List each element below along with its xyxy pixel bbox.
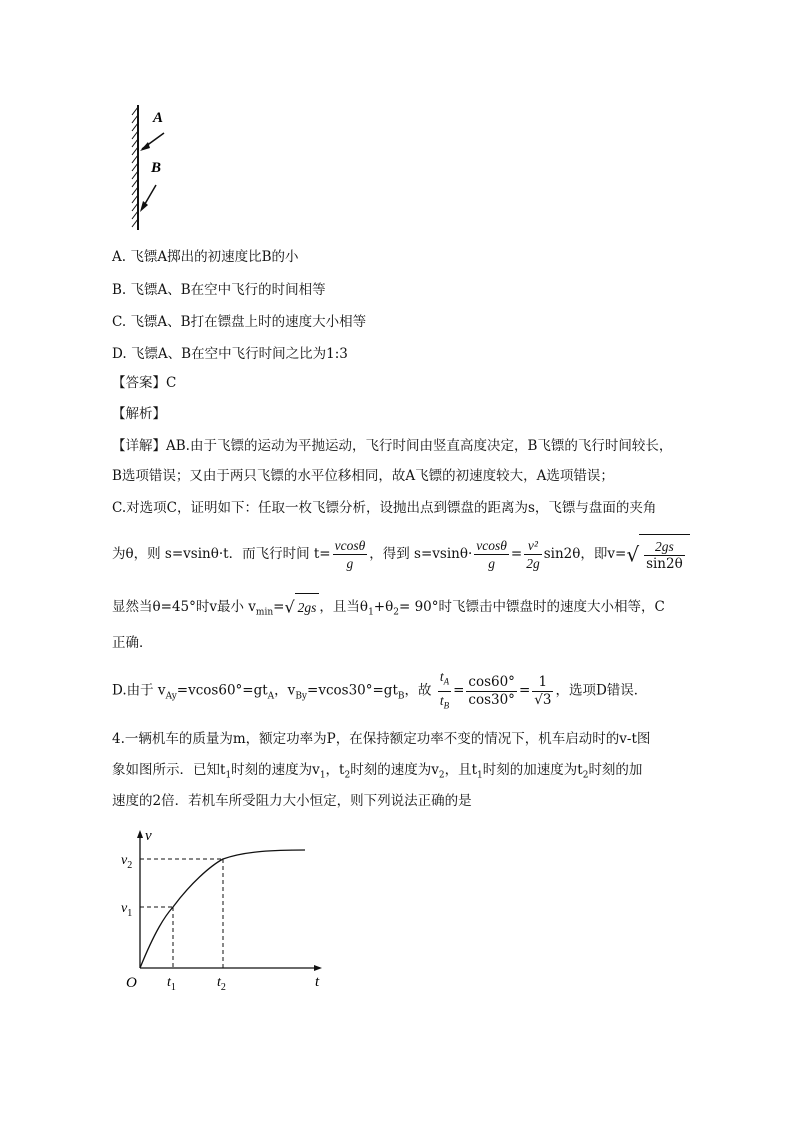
guide-lines (140, 859, 223, 968)
frac-ta-tb: $\frac{t_A}{t_B}$ (439, 669, 450, 711)
answer-line: 【答案】C (112, 375, 177, 391)
vt-graph (110, 826, 340, 996)
q4-line-2: 象如图所示．已知$t_1$时刻的速度为$v_1$，$t_2$时刻的速度为$v_2$，且$t_1$时刻的加速度为$t_2$时刻的加 (112, 762, 643, 781)
t1-label: $t_1$ (167, 975, 176, 993)
t2-label: $t_2$ (217, 975, 226, 993)
dart-b-arrow (140, 185, 156, 212)
detail-line-2: B选项错误；又由于两只飞镖的水平位移相同，故A飞镖的初速度较大，A选项错误； (112, 468, 614, 484)
sqrt-expr: √ $\frac{2gs}{\sin 2\theta}$ (626, 534, 689, 575)
q4-line-3: 速度的2倍．若机车所受阻力大小恒定，则下列说法正确的是 (112, 793, 472, 809)
analysis-label: 【解析】 (112, 406, 166, 422)
detail-line-3: C.对选项C，证明如下：任取一枚飞镖分析，设抛出点到镖盘的距离为s，飞镖与盘面的夹角 (112, 500, 657, 516)
frac-vcos-g: $\frac{vcos\theta}{g}$ (334, 538, 366, 571)
detail-line-7: D.由于 $v_{Ay}=vcos60^\circ=gt_A$，$v_{By}=vcos30^\circ=gt_B$，故 $\frac{t_A}{t_B}$ = $\frac{\cos 60^\circ}{\cos 30^\circ}$ = $\frac{1}{√3}$ ，选项D错误． (112, 668, 647, 716)
option-a: A. 飞镖A掷出的初速度比B的小 (112, 249, 299, 265)
frac-v2-2g: $\frac{\text{v²}}{2g}$ (526, 538, 540, 571)
frac-cos: $\frac{\cos 60^\circ}{\cos 30^\circ}$ (468, 673, 515, 708)
label-a: A (153, 110, 164, 126)
frac-vcos-g-2: $\frac{vcos\theta}{g}$ (476, 538, 507, 571)
detail-line-1: 【详解】AB.由于飞镖的运动为平抛运动，飞行时间由竖直高度决定，B飞镖的飞行时间较长， (112, 438, 673, 454)
option-d: D. 飞镖A、B在空中飞行时间之比为1:3 (112, 346, 348, 362)
v2-label: $v_2$ (121, 853, 133, 871)
option-b: B. 飞镖A、B在空中飞行的时间相等 (112, 282, 326, 298)
detail-line-6: 正确． (112, 635, 153, 651)
detail-line-5: 显然当θ=45°时v最小 $v_{min}=√$ 2gs ，且当$\theta_1+\theta_2= 90^\circ$时飞镖击中镖盘时的速度大小相等，C (112, 593, 665, 627)
origin-label: O (126, 975, 137, 991)
v1-label: $v_1$ (121, 901, 133, 919)
detail-line-4: 为θ，则 s=vsinθ·t．而飞行时间 t= $\frac{vcos\theta}{g}$ ，得到 s=vsinθ· $\frac{vcos\theta}{g}$ = $\frac{\text{v²}}{2g}$ sin2θ，即v=√ $\frac{2gs}{\sin 2\theta}$ (112, 534, 690, 575)
v-axis-arrow (137, 830, 143, 838)
frac-1-sqrt3: $\frac{1}{√3}$ (534, 673, 552, 708)
dart-wall-figure (120, 95, 190, 235)
option-c: C. 飞镖A、B打在镖盘上时的速度大小相等 (112, 314, 367, 330)
t-axis-arrow (314, 965, 322, 971)
label-b: B (151, 160, 162, 176)
q4-line-1: 4.一辆机车的质量为m，额定功率为P，在保持额定功率不变的情况下，机车启动时的v-t图 (112, 731, 651, 747)
v-axis-label: v (145, 828, 152, 844)
dart-a-arrow (140, 133, 164, 151)
t-axis-label: t (315, 974, 320, 990)
